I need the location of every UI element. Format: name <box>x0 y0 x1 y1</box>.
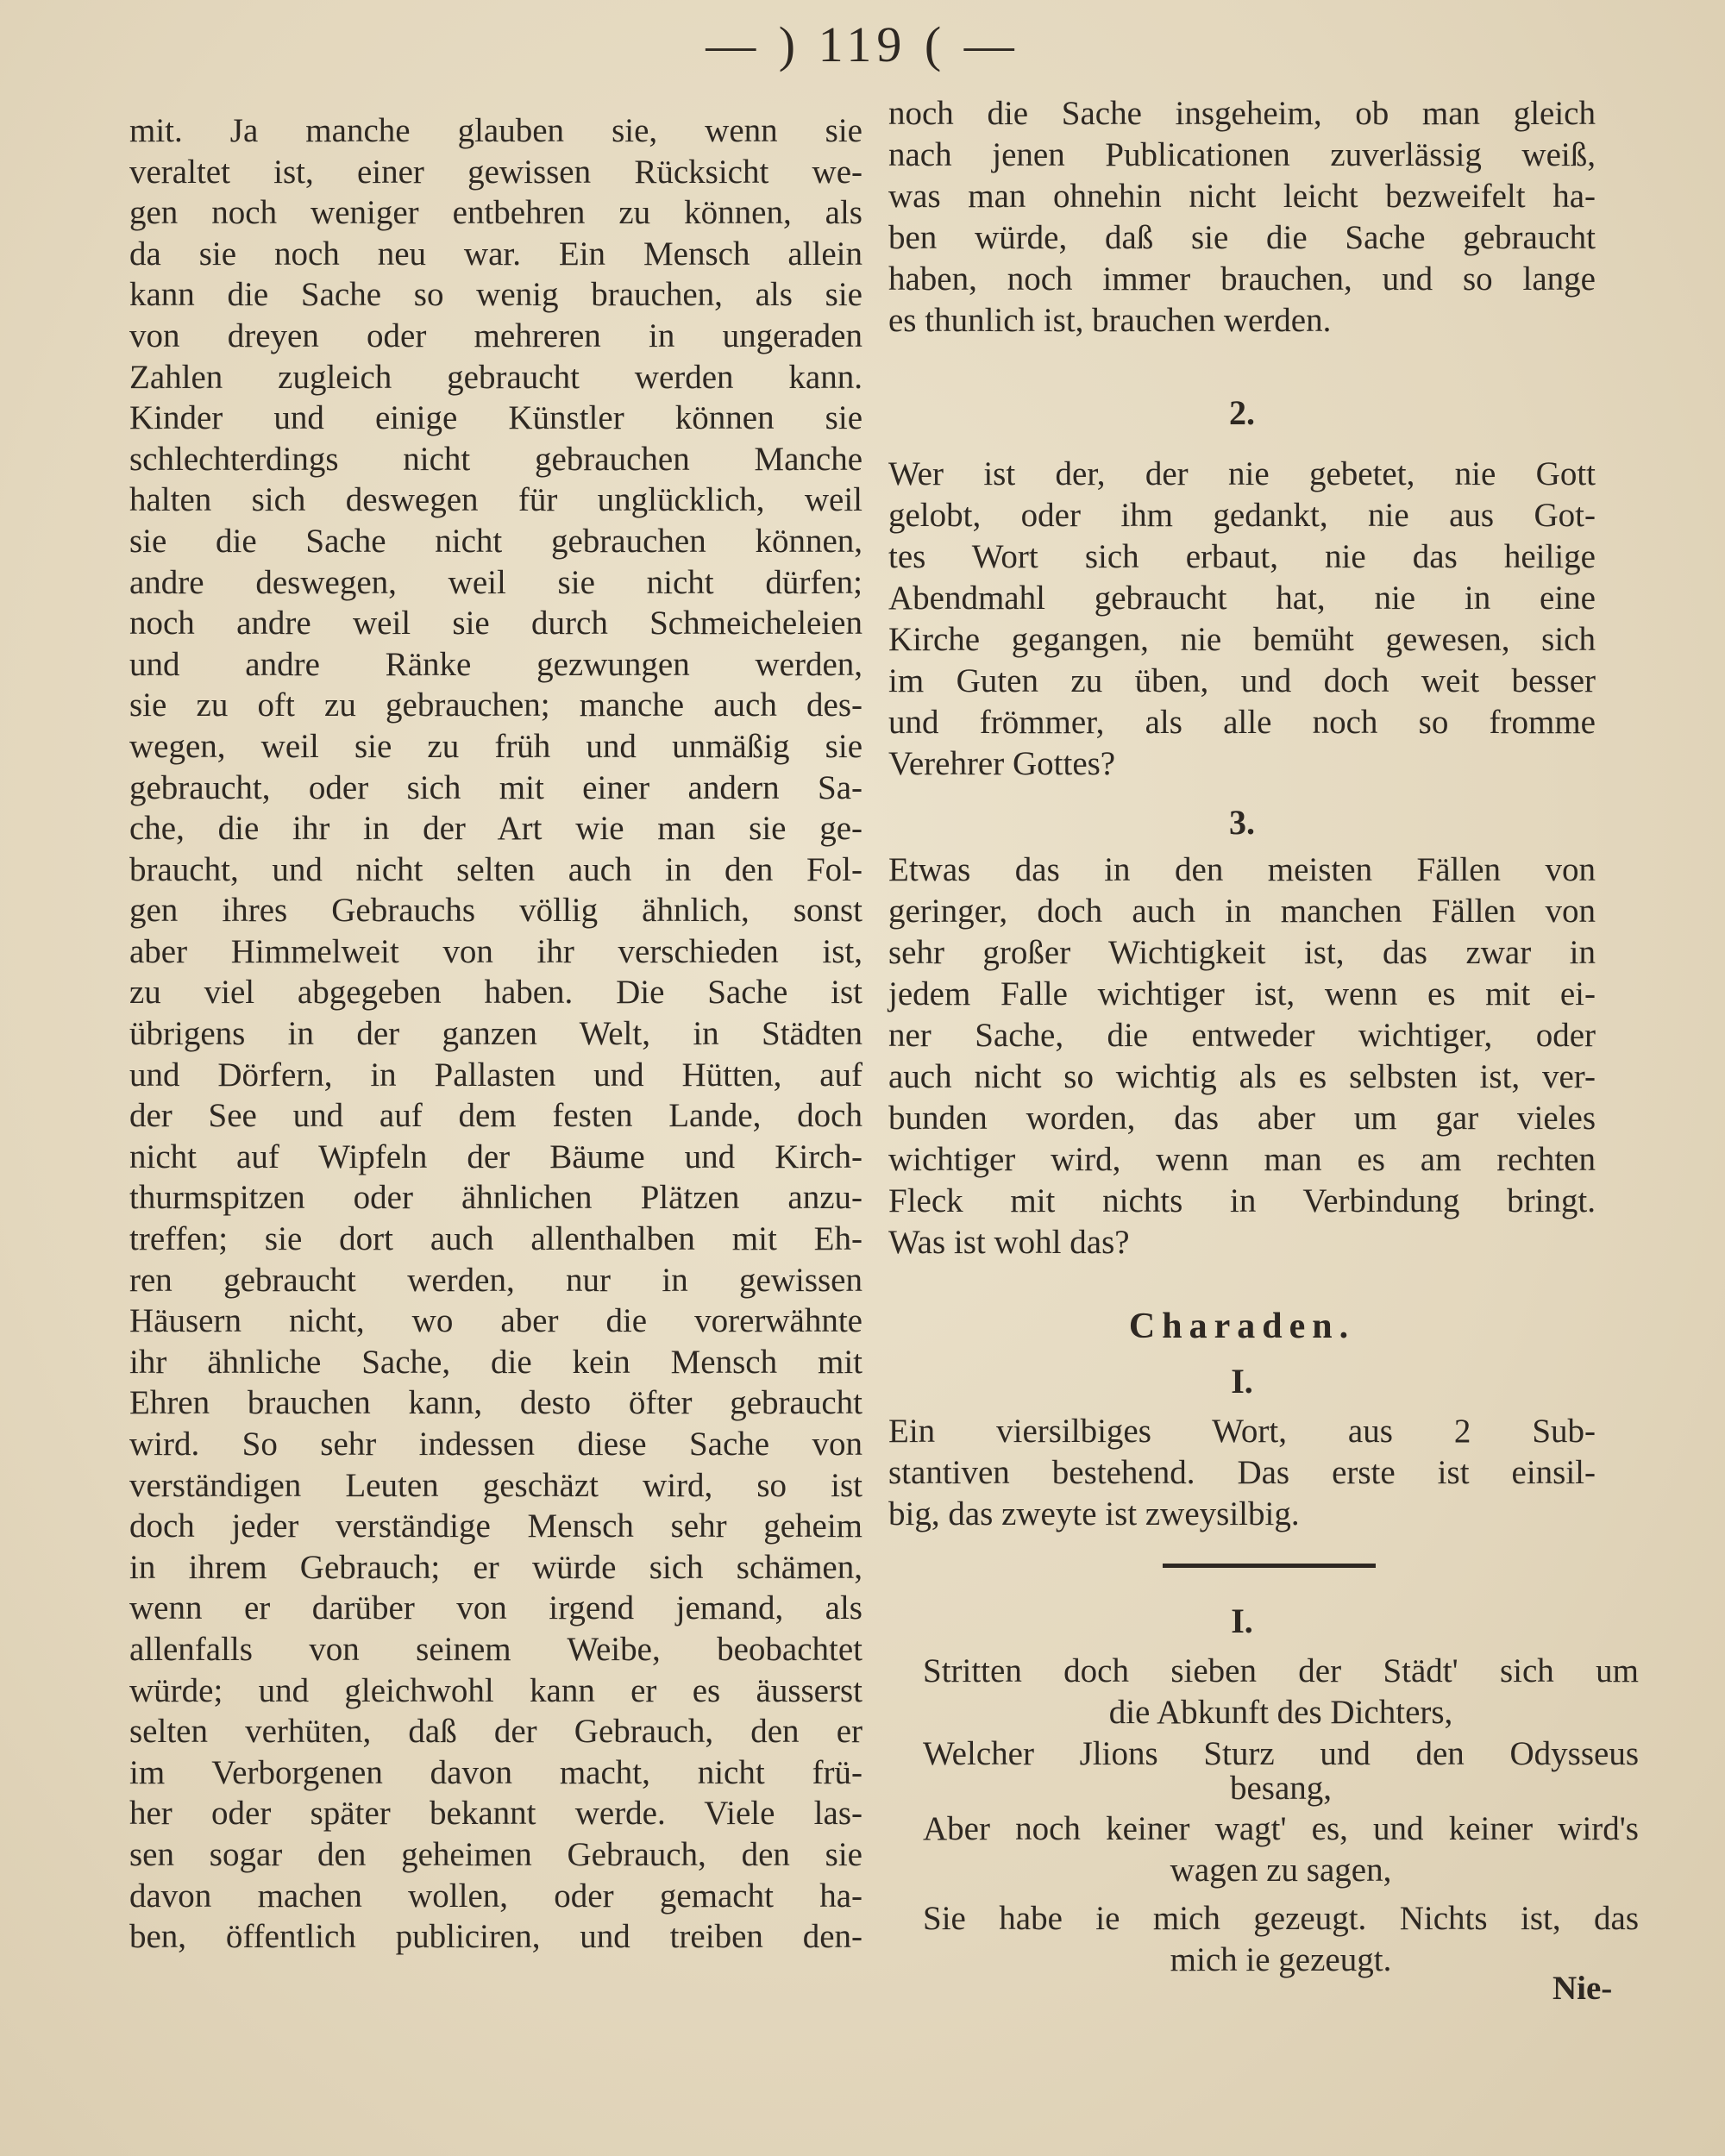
text-line: halten sich deswegen für unglücklich, weil <box>129 481 862 519</box>
riddle-number-3: 3. <box>1229 803 1255 842</box>
text-line: zu viel abgegeben haben. Die Sache ist <box>129 974 862 1012</box>
text-line: noch andre weil sie durch Schmeicheleien <box>129 605 862 642</box>
text-line: Etwas das in den meisten Fällen von <box>888 851 1596 888</box>
text-line: ihr ähnliche Sache, die kein Mensch mit <box>129 1343 862 1381</box>
text-line: haben, noch immer brauchen, und so lange <box>888 260 1596 298</box>
text-line: gelobt, oder ihm gedankt, nie aus Got- <box>888 497 1596 534</box>
text-line: ren gebraucht werden, nur in gewissen <box>129 1261 862 1299</box>
text-line: gen noch weniger entbehren zu können, als <box>129 194 862 232</box>
catchword: Nie- <box>1552 1970 1613 2007</box>
text-line: allenfalls von seinem Weibe, beobachtet <box>129 1630 862 1668</box>
text-line: wegen, weil sie zu früh und unmäßig sie <box>129 727 862 765</box>
left-column <box>129 110 862 1958</box>
text-line: wenn er darüber von irgend jemand, als <box>129 1589 862 1627</box>
text-line: sie zu oft zu gebrauchen; manche auch des- <box>129 686 862 724</box>
text-line: übrigens in der ganzen Welt, in Städten <box>129 1015 862 1053</box>
text-line: in ihrem Gebrauch; er würde sich schämen, <box>129 1548 862 1586</box>
text-line: Abendmahl gebraucht hat, nie in eine <box>888 580 1596 617</box>
riddle-number-2: 2. <box>1229 393 1255 432</box>
text-line: wird. So sehr indessen diese Sache von <box>129 1426 862 1463</box>
text-line: Verehrer Gottes? <box>888 745 1116 782</box>
text-line: und andre Ränke gezwungen werden, <box>129 645 862 683</box>
text-line: Kirche gegangen, nie bemüht gewesen, sich <box>888 621 1596 658</box>
text-line: sie die Sache nicht gebrauchen können, <box>129 522 862 560</box>
text-line: Wer ist der, der nie gebetet, nie Gott <box>888 455 1596 492</box>
text-line: was man ohnehin nicht leicht bezweifelt ha- <box>888 178 1596 215</box>
text-line: stantiven bestehend. Das erste ist einsil- <box>888 1454 1596 1491</box>
text-line: Was ist wohl das? <box>888 1224 1130 1261</box>
text-line: selten verhüten, daß der Gebrauch, den er <box>129 1713 862 1751</box>
poem-line: Welcher Jlions Sturz und den Odysseus <box>923 1735 1639 1772</box>
text-line: Fleck mit nichts in Verbindung bringt. <box>888 1182 1596 1219</box>
text-line: jedem Falle wichtiger ist, wenn es mit ei- <box>888 975 1596 1012</box>
text-line: da sie noch neu war. Ein Mensch allein <box>129 235 862 273</box>
poem-line-continuation: wagen zu sagen, <box>1170 1852 1392 1889</box>
text-line: doch jeder verständige Mensch sehr geheim <box>129 1507 862 1545</box>
text-line: nicht auf Wipfeln der Bäume und Kirch- <box>129 1138 862 1175</box>
text-line: verständigen Leuten geschäzt wird, so ist <box>129 1466 862 1504</box>
text-line: im Guten zu üben, und doch weit besser <box>888 662 1596 699</box>
text-line: wichtiger wird, wenn man es am rechten <box>888 1141 1596 1178</box>
text-line: mit. Ja manche glauben sie, wenn sie <box>129 112 862 149</box>
poem-line-continuation: besang, <box>1229 1770 1333 1807</box>
section-divider <box>1163 1564 1376 1568</box>
text-line: geringer, doch auch in manchen Fällen von <box>888 893 1596 930</box>
charaden-heading: Charaden. <box>1128 1307 1356 1346</box>
text-line: ben würde, daß sie die Sache gebraucht <box>888 219 1596 256</box>
text-line: bunden worden, das aber um gar vieles <box>888 1100 1596 1137</box>
text-line: gen ihres Gebrauchs völlig ähnlich, sonst <box>129 892 862 930</box>
text-line: schlechterdings nicht gebrauchen Manche <box>129 440 862 478</box>
text-line: andre deswegen, weil sie nicht dürfen; <box>129 563 862 601</box>
text-line: nach jenen Publicationen zuverlässig weiß, <box>888 136 1596 173</box>
text-line: auch nicht so wichtig als es selbsten ist, ver- <box>888 1058 1596 1095</box>
poem-line-continuation: mich ie gezeugt. <box>1170 1941 1392 1978</box>
paragraph-continuation <box>888 93 1596 342</box>
text-line: sen sogar den geheimen Gebrauch, den sie <box>129 1835 862 1873</box>
riddle-2-text <box>888 454 1596 785</box>
poem-line: Stritten doch sieben der Städt' sich um <box>923 1652 1639 1689</box>
text-line: aber Himmelweit von ihr verschieden ist, <box>129 932 862 970</box>
text-line: tes Wort sich erbaut, nie das heilige <box>888 538 1596 575</box>
text-line: davon machen wollen, oder gemacht ha- <box>129 1877 862 1915</box>
poem-line: Sie habe ie mich gezeugt. Nichts ist, das <box>923 1900 1639 1937</box>
text-line: kann die Sache so wenig brauchen, als sie <box>129 276 862 314</box>
text-line: Häusern nicht, wo aber die vorerwähnte <box>129 1302 862 1340</box>
text-line: braucht, und nicht selten auch in den Fol- <box>129 850 862 888</box>
text-line: treffen; sie dort auch allenthalben mit Eh- <box>129 1220 862 1258</box>
poem-number: I. <box>1231 1601 1253 1640</box>
text-line: der See und auf dem festen Lande, doch <box>129 1097 862 1135</box>
charade-number-1: I. <box>1231 1362 1253 1401</box>
text-line: und Dörfern, in Pallasten und Hütten, auf <box>129 1056 862 1094</box>
page-number-header: — ) 119 ( — <box>706 16 1019 72</box>
text-line: Ehren brauchen kann, desto öfter gebraucht <box>129 1384 862 1422</box>
text-line: her oder später bekannt werde. Viele las- <box>129 1795 862 1833</box>
text-line: und frömmer, als alle noch so fromme <box>888 704 1596 741</box>
text-line: noch die Sache insgeheim, ob man gleich <box>888 95 1596 132</box>
text-line: Ein viersilbiges Wort, aus 2 Sub- <box>888 1413 1596 1450</box>
text-line: ben, öffentlich publiciren, und treiben den- <box>129 1918 862 1956</box>
text-line: es thunlich ist, brauchen werden. <box>888 302 1332 339</box>
text-line: veraltet ist, einer gewissen Rücksicht we- <box>129 153 862 191</box>
text-line: ner Sache, die entweder wichtiger, oder <box>888 1017 1596 1054</box>
text-line: Kinder und einige Künstler können sie <box>129 399 862 437</box>
poem-line-continuation: die Abkunft des Dichters, <box>1108 1694 1453 1731</box>
text-line: gebraucht, oder sich mit einer andern Sa- <box>129 768 862 806</box>
riddle-3-text <box>888 849 1596 1263</box>
text-line: big, das zweyte ist zweysilbig. <box>888 1495 1300 1532</box>
text-line: Zahlen zugleich gebraucht werden kann. <box>129 358 862 396</box>
text-line: sehr großer Wichtigkeit ist, das zwar in <box>888 934 1596 971</box>
text-line: che, die ihr in der Art wie man sie ge- <box>129 810 862 848</box>
text-line: von dreyen oder mehreren in ungeraden <box>129 317 862 354</box>
charade-1-text <box>888 1411 1596 1535</box>
poem-line: Aber noch keiner wagt' es, und keiner wird's <box>923 1810 1639 1847</box>
text-line: thurmspitzen oder ähnlichen Plätzen anzu- <box>129 1179 862 1217</box>
text-line: würde; und gleichwohl kann er es äusserst <box>129 1671 862 1709</box>
text-line: im Verborgenen davon macht, nicht frü- <box>129 1753 862 1791</box>
